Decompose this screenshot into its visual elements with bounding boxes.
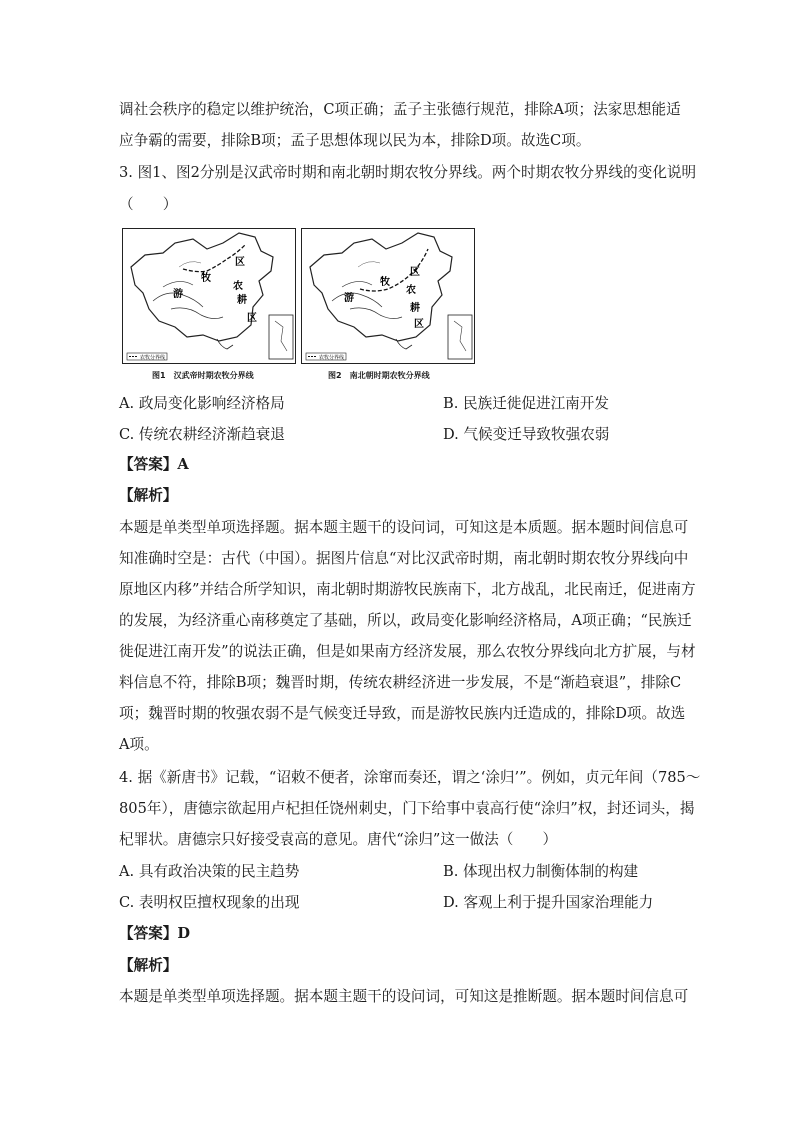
- map-label: 牧: [380, 277, 390, 288]
- option-d[interactable]: D. 气候变迁导致牧强农弱: [443, 426, 610, 443]
- legend-label: 农牧分界线: [319, 355, 345, 361]
- analysis-line: 知准确时空是：古代（中国）。据图片信息“对比汉武帝时期，南北朝时期农牧分界线向中: [119, 550, 689, 567]
- answer-label: 【答案】A: [119, 456, 189, 473]
- map-label: 游: [173, 289, 183, 300]
- option-a[interactable]: A. 具有政治决策的民主趋势: [119, 863, 300, 880]
- figure-2-caption: 图2 南北朝时期农牧分界线: [328, 371, 430, 380]
- map-label: 牧: [201, 273, 211, 284]
- analysis-label: 【解析】: [119, 957, 178, 974]
- option-a[interactable]: A. 政局变化影响经济格局: [119, 395, 285, 412]
- analysis-line: 项；魏晋时期的牧强农弱不是气候变迁导致，而是游牧民族内迁造成的，排除D项。故选: [119, 705, 686, 722]
- question-3-bracket: （ ）: [119, 196, 178, 213]
- analysis-line: A项。: [119, 736, 159, 753]
- figure-1-map: [122, 228, 296, 364]
- option-b[interactable]: B. 体现出权力制衡体制的构建: [443, 863, 639, 880]
- question-4-stem: 杞罪状。唐德宗只好接受袁高的意见。唐代“涂归”这一做法（ ）: [119, 831, 558, 848]
- legend-label: 农牧分界线: [140, 355, 166, 361]
- china-map-icon: [302, 229, 474, 363]
- question-4-stem: 805年），唐德宗欲起用卢杞担任饶州刺史，门下给事中袁高行使“涂归”权，封还词头，揭: [119, 800, 695, 817]
- text-line: 应争霸的需要，排除B项；孟子思想体现以民为本，排除D项。故选C项。: [119, 132, 591, 149]
- answer-label: 【答案】D: [119, 925, 191, 942]
- option-c[interactable]: C. 表明权臣擅权现象的出现: [119, 894, 300, 911]
- map-label: 区: [235, 257, 245, 268]
- figure-2-map: [301, 228, 475, 364]
- map-label: 农: [233, 281, 243, 292]
- question-3-stem: 3. 图1、图2分别是汉武帝时期和南北朝时期农牧分界线。两个时期农牧分界线的变化说明: [119, 164, 697, 181]
- map-label: 游: [344, 293, 354, 304]
- analysis-line: 料信息不符，排除B项；魏晋时期，传统农耕经济进一步发展，不是“渐趋衰退”，排除C: [119, 674, 682, 691]
- china-map-icon: [123, 229, 295, 363]
- analysis-line: 本题是单类型单项选择题。据本题主题干的设问词，可知这是推断题。据本题时间信息可: [119, 988, 689, 1005]
- analysis-line: 原地区内移”并结合所学知识，南北朝时期游牧民族南下，北方战乱，北民南迁，促进南方: [119, 581, 696, 598]
- figure-1-caption: 图1 汉武帝时期农牧分界线: [152, 371, 254, 380]
- analysis-label: 【解析】: [119, 487, 178, 504]
- map-label: 耕: [237, 295, 247, 306]
- map-label: 区: [410, 267, 420, 278]
- analysis-line: 本题是单类型单项选择题。据本题主题干的设问词，可知这是本质题。据本题时间信息可: [119, 519, 689, 536]
- question-4-stem: 4. 据《新唐书》记载，“诏敕不便者，涂窜而奏还，谓之‘涂归’”。例如，贞元年间（785～: [119, 769, 701, 786]
- analysis-line: 的发展，为经济重心南移奠定了基础，所以，政局变化影响经济格局，A项正确；“民族迁: [119, 612, 692, 629]
- option-d[interactable]: D. 客观上利于提升国家治理能力: [443, 894, 654, 911]
- text-line: 调社会秩序的稳定以维护统治，C项正确；孟子主张德行规范，排除A项；法家思想能适: [119, 101, 681, 118]
- map-label: 耕: [410, 303, 420, 314]
- map-label: 农: [406, 285, 416, 296]
- map-label: 区: [247, 313, 257, 324]
- analysis-line: 徙促进江南开发”的说法正确，但是如果南方经济发展，那么农牧分界线向北方扩展，与材: [119, 643, 696, 660]
- option-c[interactable]: C. 传统农耕经济渐趋衰退: [119, 426, 285, 443]
- option-b[interactable]: B. 民族迁徙促进江南开发: [443, 395, 609, 412]
- map-label: 区: [414, 319, 424, 330]
